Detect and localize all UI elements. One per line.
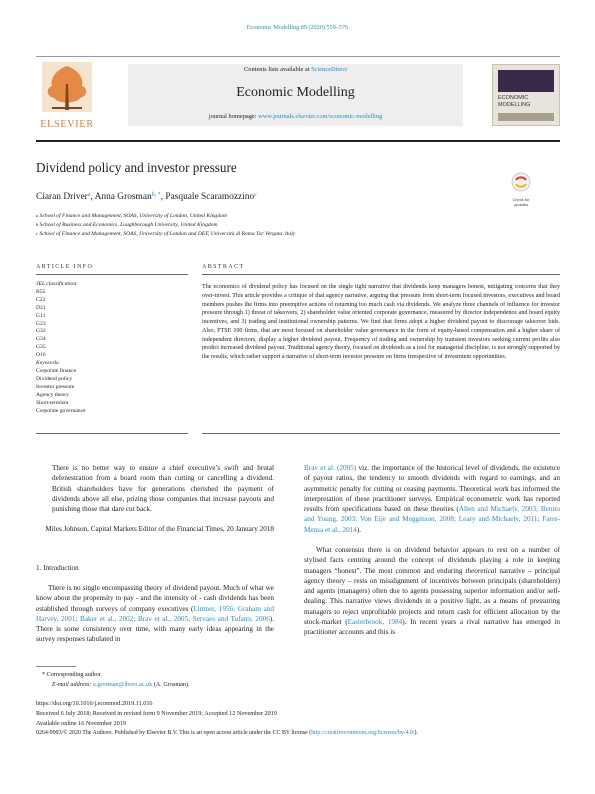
available-online: Available online 16 November 2019 [36, 720, 126, 727]
jel-heading: JEL classification: [36, 281, 79, 287]
badge-label-1: Check for [512, 197, 530, 202]
jel-code: B55 [36, 288, 46, 295]
doi-link[interactable]: https://doi.org/10.1016/j.econmod.2019.11.016 [36, 700, 153, 707]
body-paragraph: Brav et al. (2005) viz. the importance of the historical level of dividends, the existence of payout ratios, the tendency to smooth dividends with regard to earnings, and an asymmetric penalty for cutting or ceasing payments. Theoretical work has informed the interpretation of these practitioner surveys. Empirical econometric work has reported results from specifications based on these theories (Allen and Michaely, 2003; Benito and Young, 2003; Von Eije and Megginson, 2008; Leary and Michaely, 2011; Farre-Mensa et al., 2014). [304, 464, 560, 534]
journal-title: Economic Modelling [236, 85, 355, 100]
article-title: Dividend policy and investor pressure [36, 160, 237, 175]
epigraph-quote: There is no better way to ensure a chief executive’s swift and brutal defenestration from a board room than cutting or cancelling a dividend. British shareholders have for generations cherished the payment of dividends above all else, prizing those companies that increase payouts and punishing those that dare cut back. [52, 464, 274, 514]
journal-header [128, 64, 463, 126]
received-dates: Received 6 July 2018; Received in revised form 9 November 2019; Accepted 12 November 2019 [36, 710, 277, 717]
author-name[interactable]: Pasquale Scaramozzino [165, 192, 255, 202]
abstract-bottom-rule [202, 433, 560, 434]
keyword: Investor pressure [36, 383, 75, 390]
keyword: Short-termism [36, 399, 69, 406]
license-line: 0264-9993/© 2020 The Authors. Published by Elsevier B.V. This is an open access article under the CC BY license (http://creativecommons.org/licenses/by/4.0/). [36, 730, 418, 736]
abstract-text: The economics of dividend policy has focused on the single tight narrative that dividends keep managers honest, mitigating concerns that they over-invest. This article provides a critique of that agency narrative, arguing that pressure from short-term focused investors, executives and board members pushes the firms into preemptive actions of returning too much cash via dividends. We analyze three channels of influence for investor pressure through 1) threat of takeovers, 2) shareholder value oriented corporate governance, measured by director independence and board equity incentives, and 3) trading and institutional ownership patterns. We find that firms adopt a higher dividend payout to discourage takeover bids. Also, FTSE 100 firms, that are most focused on shareholder value governance in the form of equity-based compensation and a higher share of independent directors, display a higher dividend payout. Frequency of trading and ownership by transient investors seeking current profits also predict increased dividend payout. Traditional agency theory, focused on dividends as a tool for managerial discipline, is not strongly supported by the results, which rather support a narrative of short-term investor pressure on firms irrespective of investment opportunities. [202, 284, 560, 360]
cover-title-line-1: ECONOMIC [498, 95, 529, 101]
section-heading: 1. Introduction [36, 564, 79, 572]
abstract-heading: ABSTRACT [202, 264, 245, 270]
article-info-bottom-rule [36, 433, 188, 434]
citation-link[interactable]: Allen and Michaely, 2003; Benito and Young, 2003; Von Eije and Megginson, 2008; Leary and Michaely, 2011; Farre-Mensa et al., 2014 [304, 505, 560, 534]
jel-code: G23 [36, 320, 46, 327]
jel-code: G11 [36, 312, 46, 319]
article-info-list [36, 281, 86, 415]
affiliation: $^b$ School of Business and Economics, Loughborough University, United Kingdom [36, 222, 218, 228]
abstract-rule [202, 274, 560, 275]
affiliation: $^c$ School of Finance and Management, SOAS, University of London and DEF, Università di Roma Tor Vergata, Italy [36, 231, 296, 237]
article-info-heading: ARTICLE INFO [36, 264, 94, 270]
contents-line: Contents lists available at ScienceDirect [244, 66, 347, 73]
homepage-line: journal homepage: www.journals.elsevier.com/economic-modelling [208, 113, 383, 120]
keyword: Corporate finance [36, 367, 77, 374]
header-rule-top [36, 56, 560, 57]
keywords-heading: Keywords: [36, 360, 61, 367]
affiliation: $^a$ School of Finance and Management, SOAS, University of London, United Kingdom [36, 213, 227, 219]
jel-code: G32 [36, 328, 46, 335]
epigraph-attribution: Miles Johnson, Capital Markets Editor of the Financial Times, 20 January 2018 [45, 525, 274, 533]
citation-link[interactable]: Lintner, 1956; Graham and Harvey, 2001; Baker et al., 2002; Brav et al., 2005; Servaes and Tufano, 2006 [36, 604, 274, 623]
author-sup[interactable]: a [87, 192, 91, 198]
author-name[interactable]: Ciaran Driver [36, 192, 88, 202]
sciencedirect-link[interactable]: ScienceDirect [311, 66, 347, 73]
header-rule-bottom [36, 140, 560, 142]
license-link[interactable]: http://creativecommons.org/licenses/by/4.0/ [311, 730, 415, 736]
author-name[interactable]: Anna Grosman [94, 192, 152, 202]
intro-paragraph: There is no single encompassing theory of dividend payout. Much of what we know about the propensity to pay - and the intensity of - cash dividends has been established through surveys of company executives (Lintner, 1956; Graham and Harvey, 2001; Baker et al., 2002; Brav et al., 2005; Servaes and Tufano, 2006). There is some consistency over time, with many early ideas appearing in the survey responses tabulated in [36, 584, 274, 644]
author-sup[interactable]: c [254, 192, 257, 198]
author-sup[interactable]: b, * [151, 192, 161, 198]
footnote-email: E-mail address: a.grosman@lboro.ac.uk (A. Grosman). [52, 681, 190, 688]
elsevier-tree-icon [36, 60, 98, 114]
cover-title-line-2: MODELLING [498, 102, 531, 108]
footnote-rule [36, 666, 76, 667]
elsevier-wordmark: ELSEVIER [40, 119, 94, 130]
elsevier-logo [36, 60, 98, 130]
badge-label-2: updates [513, 202, 529, 207]
jel-code: C23 [36, 296, 46, 303]
keyword: Agency theory [36, 391, 70, 398]
jel-code: D21 [36, 304, 46, 311]
jel-code: G35 [36, 344, 46, 351]
jel-code: G34 [36, 336, 46, 343]
citation-link[interactable]: Brav et al. (2005) [304, 464, 357, 472]
journal-cover-icon [492, 64, 560, 126]
article-info-rule [36, 274, 188, 275]
check-for-updates-icon[interactable] [507, 172, 535, 207]
email-link[interactable]: a.grosman@lboro.ac.uk [93, 681, 153, 688]
body-paragraph: What consensus there is on dividend behavior appears to rest on a number of stylised facts centring around the concept of dividends playing a role in keeping managers “honest”. The most common and enduring theoretical narrative – principal agency theory – rests on misalignment of incentives between principals (shareholders) and agents (managers) often due to agents possessing superior information and/or self-dealing. This narrative views dividends in a positive light, as a means of pressuring managers to reject unprofitable projects and return cash for efficient allocation by the stock-market (Easterbrook, 1984). In recent years a rival narrative has emerged in practitioner accounts and this is [304, 546, 560, 637]
keyword: Dividend policy [36, 375, 73, 382]
author-list: Ciaran Driver$^a$, Anna Grosman$^{b, *}$, Pasquale Scaramozzino$^c$ [36, 192, 257, 202]
footnote-corresponding: * Corresponding author. [42, 671, 102, 678]
journal-citation[interactable]: Economic Modelling 89 (2020) 559–576 [246, 24, 349, 31]
keyword: Corporate governance [36, 407, 86, 414]
jel-code: O16 [36, 352, 46, 359]
citation-link[interactable]: Easterbrook, 1984 [347, 618, 403, 627]
homepage-link[interactable]: www.journals.elsevier.com/economic-modelling [258, 113, 383, 120]
